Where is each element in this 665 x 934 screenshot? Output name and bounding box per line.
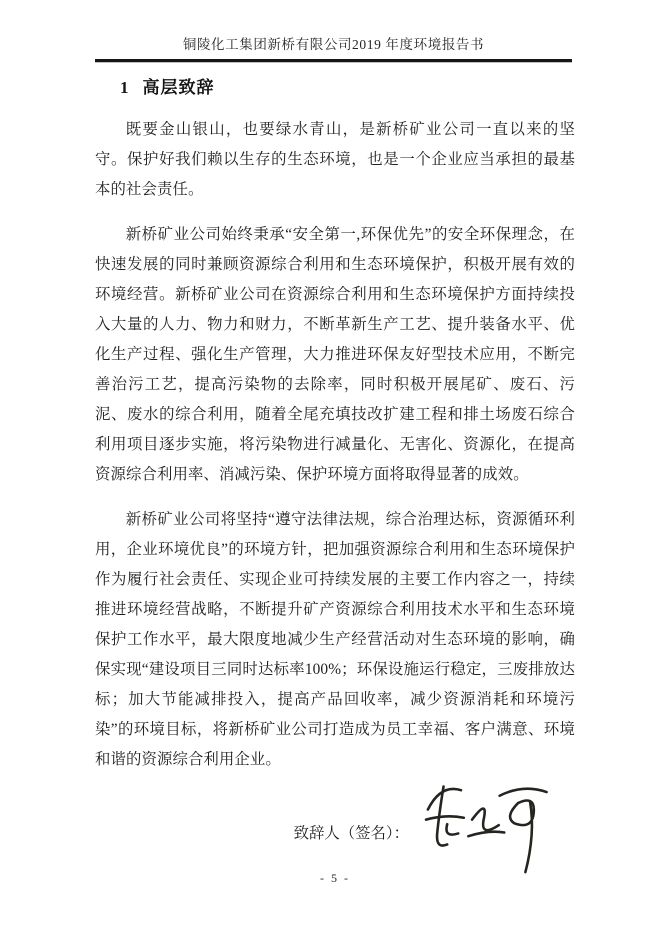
page-footer bbox=[95, 871, 575, 886]
paragraph-environment-policy: 新桥矿业公司将坚持“遵守法律法规，综合治理达标，资源循环利用，企业环境优良”的环境方针，把加强资源综合利用和生态环境保护作为履行社会责任、实现企业可持续发展的主要工作内容之一，持续推进环境经营战略，不断提升矿产资源综合利用技术水平和生态环境保护工作水平，最大限度地减少生产经营活动对生态环境的影响，确保实现“建设项目三同时达标率100%；环保设施运行稳定，三废排放达标；加大节能减排投入，提高产品回收率，减少资源消耗和环境污染”的环境目标，将新桥矿业公司打造成为员工幸福、客户满意、环境和谐的资源综合利用企业。 bbox=[95, 511, 575, 768]
paragraph-intro: 既要金山银山，也要绿水青山，是新桥矿业公司一直以来的坚守。保护好我们赖以生存的生态环境，也是一个企业应当承担的最基本的社会责任。 bbox=[95, 121, 575, 198]
signature-row bbox=[95, 781, 575, 865]
document-body bbox=[95, 76, 575, 865]
header-title: 铜陵化工集团新桥有限公司2019 年度环境报告书 bbox=[182, 37, 485, 52]
header-rule-divider bbox=[95, 59, 572, 62]
handwritten-signature-image bbox=[415, 775, 553, 879]
signature-label: 致辞人（签名）： bbox=[293, 825, 409, 842]
section-number: 1 bbox=[120, 78, 130, 97]
paragraph-environment-efforts: 新桥矿业公司始终秉承“安全第一,环保优先”的安全环保理念，在快速发展的同时兼顾资源综合利用和生态环境保护，积极开展有效的环境经营。新桥矿业公司在资源综合利用和生态环境保护方面持续投入大量的人力、物力和财力，不断革新生产工艺、提升装备水平、优化生产过程、强化生产管理，大力推进环保友好型技术应用，不断完善治污工艺，提高污染物的去除率，同时积极开展尾矿、废石、污泥、废水的综合利用，随着全尾充填技改扩建工程和排土场废石综合利用项目逐步实施，将污染物进行减量化、无害化、资源化，在提高资源综合利用率、消减污染、保护环境方面将取得显著的成效。 bbox=[95, 226, 575, 483]
section-heading bbox=[120, 76, 575, 100]
page-header bbox=[95, 36, 572, 62]
section-title: 高层致辞 bbox=[142, 78, 215, 97]
page-number: - 5 - bbox=[320, 871, 350, 885]
